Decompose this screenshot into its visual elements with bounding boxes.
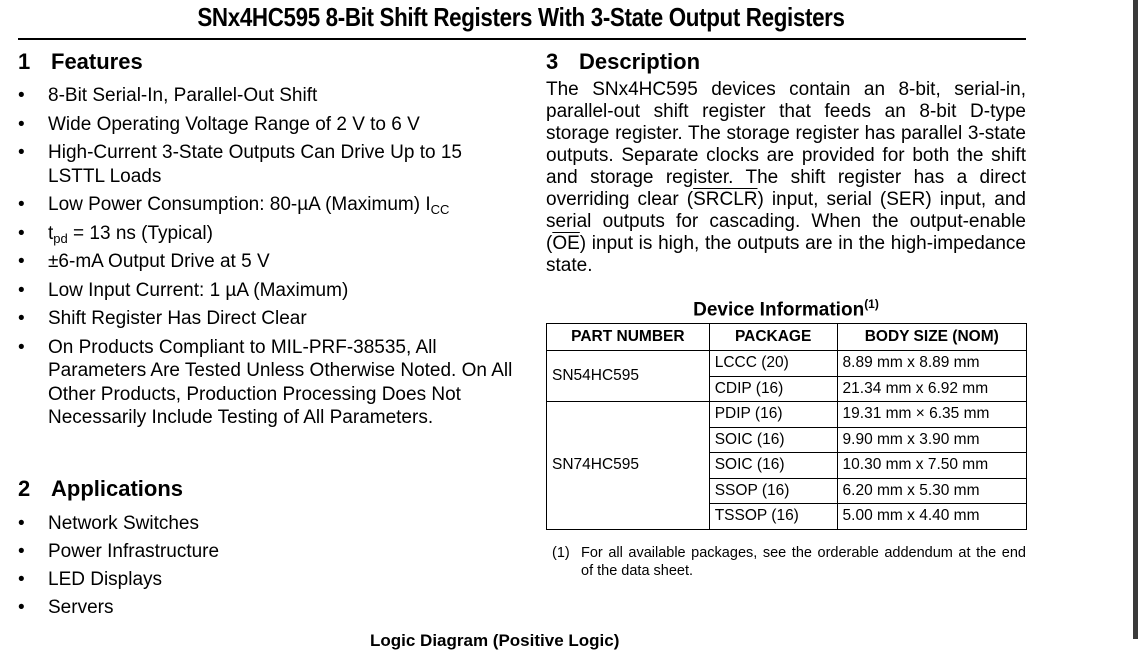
- body-size-cell: 21.34 mm x 6.92 mm: [837, 376, 1026, 402]
- feature-item: [18, 222, 518, 246]
- applications-heading: [18, 476, 183, 502]
- device-info-title: [546, 297, 1026, 321]
- feature-text: Low Power Consumption: 80-µA (Maximum) I: [48, 194, 431, 215]
- tpd-subscript: pd: [53, 230, 68, 246]
- description-text: ) input, serial (SER) input, and serial outputs for cascading. When the output-enable (: [546, 189, 1026, 254]
- applications-list: [18, 512, 518, 624]
- oe-signal: $\overline{OE}$: [552, 233, 580, 254]
- table-row: [547, 351, 1027, 377]
- column-header: BODY SIZE (NOM): [837, 324, 1026, 351]
- feature-text: t: [48, 222, 54, 244]
- feature-item: • ±6-mA Output Drive at 5 V: [18, 250, 518, 274]
- column-header: PART NUMBER: [547, 324, 710, 351]
- device-info-table: [546, 323, 1027, 530]
- description-title: Description: [579, 49, 701, 74]
- package-cell: SOIC (16): [709, 427, 837, 453]
- application-item: • Power Infrastructure: [18, 540, 518, 564]
- footnote-text: For all available packages, see the orderable addendum at the end of the data sheet.: [581, 545, 1026, 579]
- window-edge-bar: [1133, 0, 1138, 639]
- footnote-mark: (1): [552, 545, 570, 561]
- description-paragraph: [546, 79, 1026, 277]
- package-cell: TSSOP (16): [709, 504, 837, 530]
- description-number: 3: [546, 49, 559, 74]
- body-size-cell: 9.90 mm x 3.90 mm: [837, 427, 1026, 453]
- feature-item: [18, 193, 518, 217]
- column-header: PACKAGE: [709, 324, 837, 351]
- body-size-cell: 10.30 mm x 7.50 mm: [837, 453, 1026, 479]
- logic-diagram-heading: Logic Diagram (Positive Logic): [370, 631, 620, 650]
- package-cell: SOIC (16): [709, 453, 837, 479]
- feature-item: • On Products Compliant to MIL-PRF-38535, All Parameters Are Tested Unless Otherwise Noted. On All Other Products, Production Processing Does Not Necessarily Include Testing of All Parameters.: [18, 336, 518, 430]
- features-number: 1: [18, 49, 31, 74]
- feature-item: • Wide Operating Voltage Range of 2 V to 6 V: [18, 113, 518, 137]
- part-number-cell: SN54HC595: [547, 351, 710, 402]
- description-text: ) input is high, the outputs are in the high-impedance state.: [546, 233, 1026, 276]
- table-footnote: [552, 544, 1026, 580]
- applications-title: Applications: [51, 476, 184, 501]
- body-size-cell: 6.20 mm x 5.30 mm: [837, 478, 1026, 504]
- feature-item: • 8-Bit Serial-In, Parallel-Out Shift: [18, 84, 518, 108]
- application-item: • LED Displays: [18, 568, 518, 592]
- package-cell: CDIP (16): [709, 376, 837, 402]
- part-number-cell: SN74HC595: [547, 402, 710, 530]
- table-row: [547, 402, 1027, 428]
- package-cell: PDIP (16): [709, 402, 837, 428]
- features-title: Features: [51, 49, 143, 74]
- title-divider: [18, 38, 1026, 40]
- device-info-title-text: Device Information: [693, 299, 865, 321]
- body-size-cell: 8.89 mm x 8.89 mm: [837, 351, 1026, 377]
- applications-number: 2: [18, 476, 31, 501]
- srclr-signal: SRCLR: [693, 189, 758, 210]
- body-size-cell: 5.00 mm x 4.40 mm: [837, 504, 1026, 530]
- application-item: • Servers: [18, 596, 518, 620]
- description-text: The SNx4HC595 devices contain an 8-bit, serial-in, parallel-out shift register that feeds an 8-bit D-type storage register. The storage register has parallel 3-state outputs. Separate clocks are provided for both the shift and storage register. The shift register has a direct overriding clear (: [546, 79, 1026, 210]
- package-cell: LCCC (20): [709, 351, 837, 377]
- application-item: • Network Switches: [18, 512, 518, 536]
- features-list: [18, 84, 518, 435]
- feature-item: • Low Input Current: 1 µA (Maximum): [18, 279, 518, 303]
- features-heading: [18, 49, 143, 75]
- feature-item: • High-Current 3-State Outputs Can Drive Up to 15 LSTTL Loads: [18, 141, 518, 188]
- table-header-row: [547, 324, 1027, 351]
- feature-text: = 13 ns (Typical): [67, 222, 213, 244]
- package-cell: SSOP (16): [709, 478, 837, 504]
- icc-subscript: CC: [430, 202, 450, 217]
- body-size-cell: 19.31 mm × 6.35 mm: [837, 402, 1026, 428]
- feature-item: • Shift Register Has Direct Clear: [18, 307, 518, 331]
- description-heading: [546, 49, 700, 75]
- device-info-note-ref: (1): [864, 297, 879, 311]
- document-title: SNx4HC595 8-Bit Shift Registers With 3-State Output Registers: [197, 2, 845, 32]
